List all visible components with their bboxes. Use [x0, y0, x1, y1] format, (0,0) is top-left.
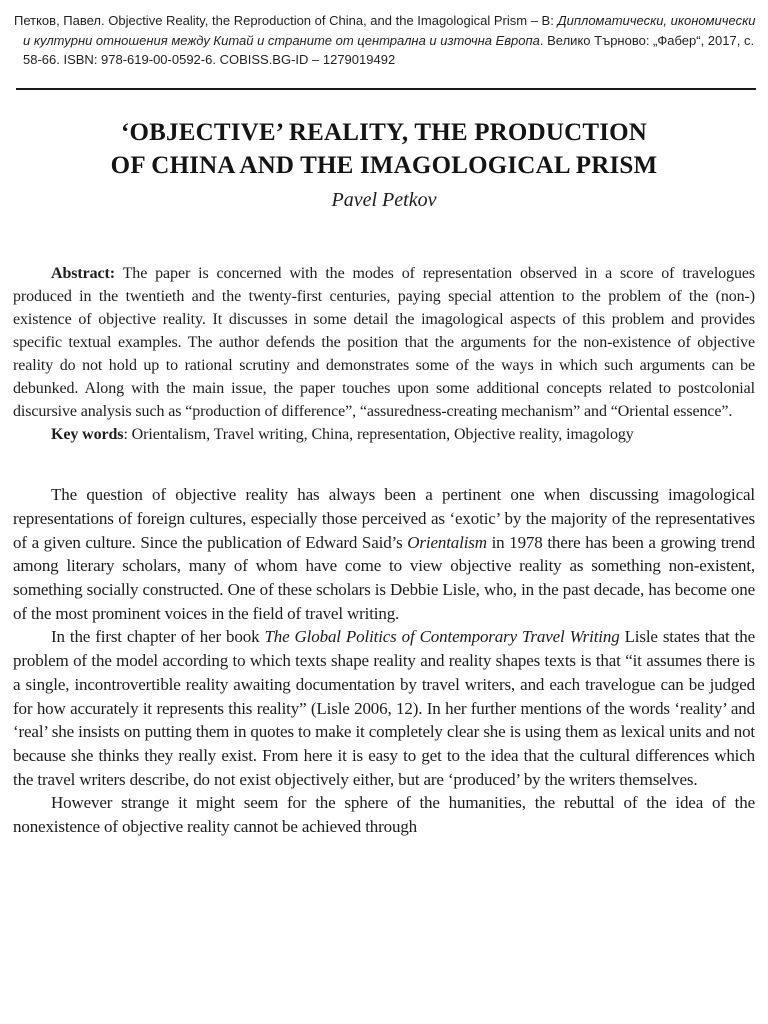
- title-line-1: ‘OBJECTIVE’ REALITY, THE PRODUCTION: [120, 118, 648, 146]
- article-title: [10, 116, 758, 182]
- body-paragraph-1: [13, 483, 755, 625]
- article-body: [0, 483, 768, 839]
- keywords-label: Key words: [51, 426, 124, 444]
- citation-part3: . Велико Търново: „Фабер“, 2017, с. 58-66. ISBN: 978-619-00-0592-6. COBISS.BG-ID – 1279019492: [23, 32, 755, 67]
- paragraph-2-text-cont: Lisle states that the problem of the model according to which texts shape reality and reality shapes texts is that “it assumes there is a single, incontrovertible reality awaiting documentation by travel writers, and each travelogue can be judged for how accurately it represents this reality” (Lisle 2006, 12). In her further mentions of the words ‘reality’ and ‘real’ she insists on putting them in quotes to make it completely clear she is using them as lexical units and not because she thinks they really exist. From here it is easy to get to the idea that the cultural differences which the travel writers describe, do not exist objectively either, but are ‘produced’ by the writers themselves.: [13, 627, 755, 789]
- paragraph-1-text: The question of objective reality has always been a pertinent one when discussing imagological representations of foreign cultures, especially those perceived as ‘exotic’ by the majority of the representatives of a given culture. Since the publication of Edward Said’s: [13, 485, 755, 552]
- header-rule: [16, 88, 756, 90]
- keywords-text: : Orientalism, Travel writing, China, representation, Objective reality, imagology: [123, 426, 634, 444]
- citation-header: [0, 11, 768, 70]
- abstract-section: [0, 262, 768, 447]
- paragraph-2-text: In the first chapter of her book: [51, 627, 265, 647]
- abstract-text: The paper is concerned with the modes of representation observed in a score of travelogues produced in the twentieth and the twenty-first centuries, paying special attention to the problem of the (non-) existence of objective reality. It discusses in some detail the imagological aspects of this problem and provides specific textual examples. The author defends the position that the arguments for the non-existence of objective reality do not hold up to rational scrutiny and demonstrates some of the ways in which such arguments can be debunked. Along with the main issue, the paper touches upon some additional concepts related to postcolonial discursive analysis such as “production of difference”, “assuredness-creating mechanism” and “Oriental essence”.: [13, 264, 755, 421]
- title-line-2: OF CHINA AND THE IMAGOLOGICAL PRISM: [110, 151, 658, 179]
- paragraph-3-text: However strange it might seem for the sphere of the humanities, the rebuttal of the idea of the nonexistence of objective reality cannot be achieved through: [13, 793, 755, 837]
- keywords-paragraph: [13, 423, 755, 446]
- abstract-label: Abstract:: [51, 264, 115, 282]
- citation-book-title: Дипломатически, икономически и културни отношения между Китай и страните от централна и източна Европа: [23, 13, 756, 48]
- author-name: Pavel Petkov: [331, 188, 437, 211]
- paragraph-1-book-title: Orientalism: [407, 532, 487, 552]
- abstract-paragraph: [13, 262, 755, 424]
- citation-text: [14, 11, 756, 70]
- paragraph-2-book-title: The Global Politics of Contemporary Travel Writing: [264, 627, 620, 647]
- body-paragraph-3: [13, 791, 755, 838]
- body-paragraph-2: [13, 625, 755, 791]
- citation-part1: Петков, Павел. Objective Reality, the Reproduction of China, and the Imagological Prism – В:: [14, 13, 558, 28]
- paragraph-1-text-cont: in 1978 there has been a growing trend among literary scholars, many of whom have come to view objective reality as something non-existent, something socially constructed. One of these scholars is Debbie Lisle, who, in the past decade, has become one of the most prominent voices in the field of travel writing.: [13, 532, 755, 623]
